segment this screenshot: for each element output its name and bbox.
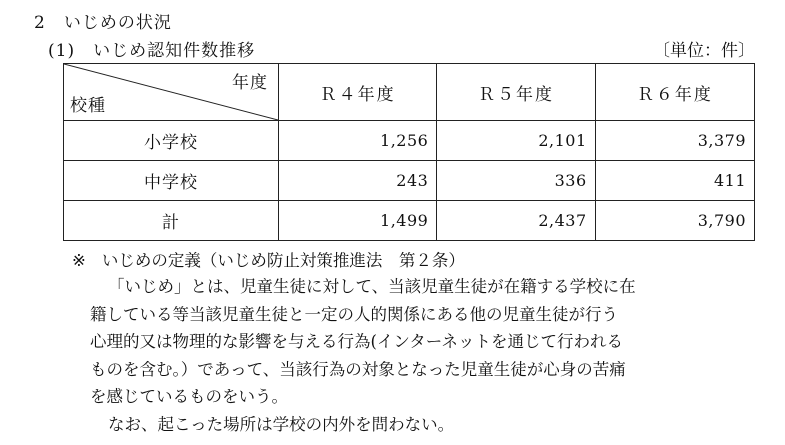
table-row-elementary	[64, 121, 755, 161]
corner-cell	[64, 64, 279, 121]
column-header-r5: Ｒ５年度	[437, 64, 595, 121]
table-header-row	[64, 64, 755, 121]
subsection-title: いじめ認知件数推移	[93, 41, 256, 61]
table-row-total	[64, 201, 755, 241]
row-label-elementary: 小学校	[64, 121, 279, 161]
cell-elementary-r5: 2,101	[437, 121, 595, 161]
definition-title: いじめの定義（いじめ防止対策推進法 第２条）	[101, 251, 465, 270]
definition-line: 籍している等当該児童生徒と一定の人的関係にある他の児童生徒が行う	[90, 304, 618, 324]
cell-junior-high-r6: 411	[595, 161, 754, 201]
corner-year-label: 年度	[232, 73, 268, 93]
definition-line: を感じているものをいう。	[90, 387, 288, 406]
cell-elementary-r4: 1,256	[279, 121, 437, 161]
definition-line: 「いじめ」とは、児童生徒に対して、当該児童生徒が在籍する学校に在	[108, 277, 636, 296]
definition-line: 心理的又は物理的な影響を与える行為(インターネットを通じて行われる	[90, 332, 623, 351]
subsection-heading	[48, 40, 255, 62]
column-header-r6: Ｒ６年度	[595, 64, 754, 121]
cell-total-r6: 3,790	[595, 201, 754, 241]
cell-total-r4: 1,499	[279, 201, 437, 241]
column-header-r4: Ｒ４年度	[279, 64, 437, 121]
unit-label: 〔単位：件〕	[653, 41, 755, 61]
note-mark: ※	[72, 251, 86, 270]
section-number: 2	[34, 13, 46, 33]
cell-elementary-r6: 3,379	[595, 121, 754, 161]
section-title: いじめの状況	[63, 13, 172, 33]
corner-school-type-label: 校種	[70, 96, 106, 116]
bullying-count-table	[63, 63, 755, 241]
definition-line: なお、起こった場所は学校の内外を問わない。	[108, 414, 455, 434]
table-row-junior-high	[64, 161, 755, 201]
section-heading	[34, 12, 172, 34]
row-label-junior-high: 中学校	[64, 161, 279, 201]
row-label-total: 計	[64, 201, 279, 241]
cell-junior-high-r4: 243	[279, 161, 437, 201]
definition-heading	[72, 250, 465, 272]
definition-body	[90, 273, 758, 438]
definition-line: ものを含む。）であって、当該行為の対象となった児童生徒が心身の苦痛	[90, 359, 626, 379]
cell-total-r5: 2,437	[437, 201, 595, 241]
subsection-number: (1)	[48, 41, 76, 61]
cell-junior-high-r5: 336	[437, 161, 595, 201]
